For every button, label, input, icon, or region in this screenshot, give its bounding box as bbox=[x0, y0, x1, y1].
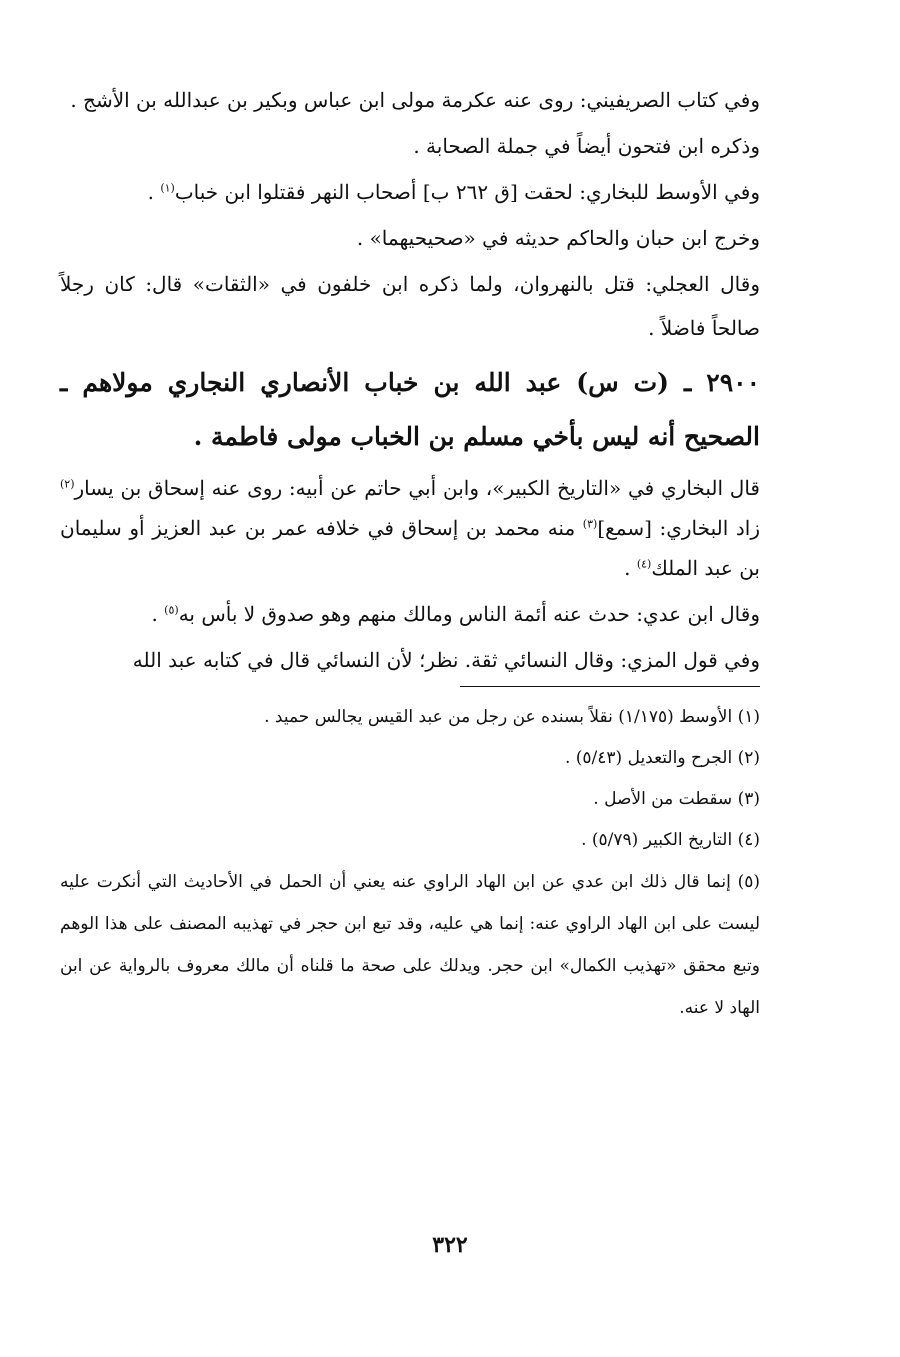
footnote-item: (١) الأوسط (١/١٧٥) نقلاً بسنده عن رجل من عبد القيس يجالس حميد . bbox=[264, 707, 760, 727]
entry-heading: ٢٩٠٠ ـ (ت س) عبد الله بن خباب الأنصاري النجاري مولاهم ـ الصحيح أنه ليس بأخي مسلم بن الخباب مولى فاطمة . bbox=[60, 368, 760, 451]
paragraph-text: . bbox=[147, 180, 161, 204]
footnote-item: (٢) الجرح والتعديل (٥/٤٣) . bbox=[564, 748, 760, 768]
paragraph-text: زاد البخاري: [سمع] bbox=[597, 516, 760, 540]
paragraph: وقال العجلي: قتل بالنهروان، ولما ذكره ابن خلفون في «الثقات» قال: كان رجلاً صالحاً فاضلاً . bbox=[60, 272, 760, 340]
footnote-ref[interactable]: (١) bbox=[160, 181, 175, 195]
page-body bbox=[60, 78, 760, 1029]
footnote-ref[interactable]: (٥) bbox=[164, 603, 179, 617]
paragraph bbox=[60, 468, 760, 588]
paragraph-text: وقال ابن عدي: حدث عنه أئمة الناس ومالك منهم وهو صدوق لا بأس به bbox=[178, 602, 760, 626]
paragraph-text: منه محمد بن إسحاق في خلافه عمر بن عبد العزيز أو سليمان بن عبد الملك bbox=[60, 516, 760, 580]
footnote-ref[interactable]: (٤) bbox=[636, 557, 652, 571]
paragraph-text: . bbox=[624, 556, 637, 580]
footnote-separator bbox=[460, 686, 760, 687]
paragraph-text: قال البخاري في «التاريخ الكبير»، وابن أبي حاتم عن أبيه: روى عنه إسحاق بن يسار bbox=[74, 476, 760, 500]
paragraph: وخرج ابن حبان والحاكم حديثه في «صحيحيهما» . bbox=[356, 226, 760, 250]
footnote-item: (٣) سقطت من الأصل . bbox=[593, 789, 760, 809]
paragraph: وذكره ابن فتحون أيضاً في جملة الصحابة . bbox=[413, 134, 760, 158]
paragraph: وفي كتاب الصريفيني: روى عنه عكرمة مولى ابن عباس وبكير بن عبدالله بن الأشج . bbox=[70, 88, 760, 112]
footnote-ref[interactable]: (٣) bbox=[582, 517, 598, 531]
paragraph bbox=[60, 170, 760, 214]
footnote-ref[interactable]: (٢) bbox=[60, 477, 75, 491]
footnote-item: (٤) التاريخ الكبير (٥/٧٩) . bbox=[581, 830, 760, 850]
paragraph-text: وفي الأوسط للبخاري: لحقت [ق ٢٦٢ ب] أصحاب النهر فقتلوا ابن خباب bbox=[174, 180, 760, 204]
footnote-item: (٥) إنما قال ذلك ابن عدي عن ابن الهاد الراوي عنه يعني أن الحمل في الأحاديث التي أنكرت عليه ليست على ابن الهاد الراوي عنه: إنما هي عليه، وقد تبع ابن حجر في تهذيبه المصنف على هذا الوهم وتبع محقق «تهذيب الكمال» ابن حجر. ويدلك على صحة ما قلناه أن مالك معروف بالرواية عن ابن الهاد لا عنه. bbox=[60, 872, 760, 1018]
paragraph: وفي قول المزي: وقال النسائي ثقة. نظر؛ لأن النسائي قال في كتابه عبد الله bbox=[132, 648, 760, 672]
page-number: ٣٢٢ bbox=[432, 1232, 468, 1258]
paragraph-text: . bbox=[151, 602, 165, 626]
paragraph bbox=[60, 594, 760, 634]
footnotes bbox=[60, 697, 760, 1029]
